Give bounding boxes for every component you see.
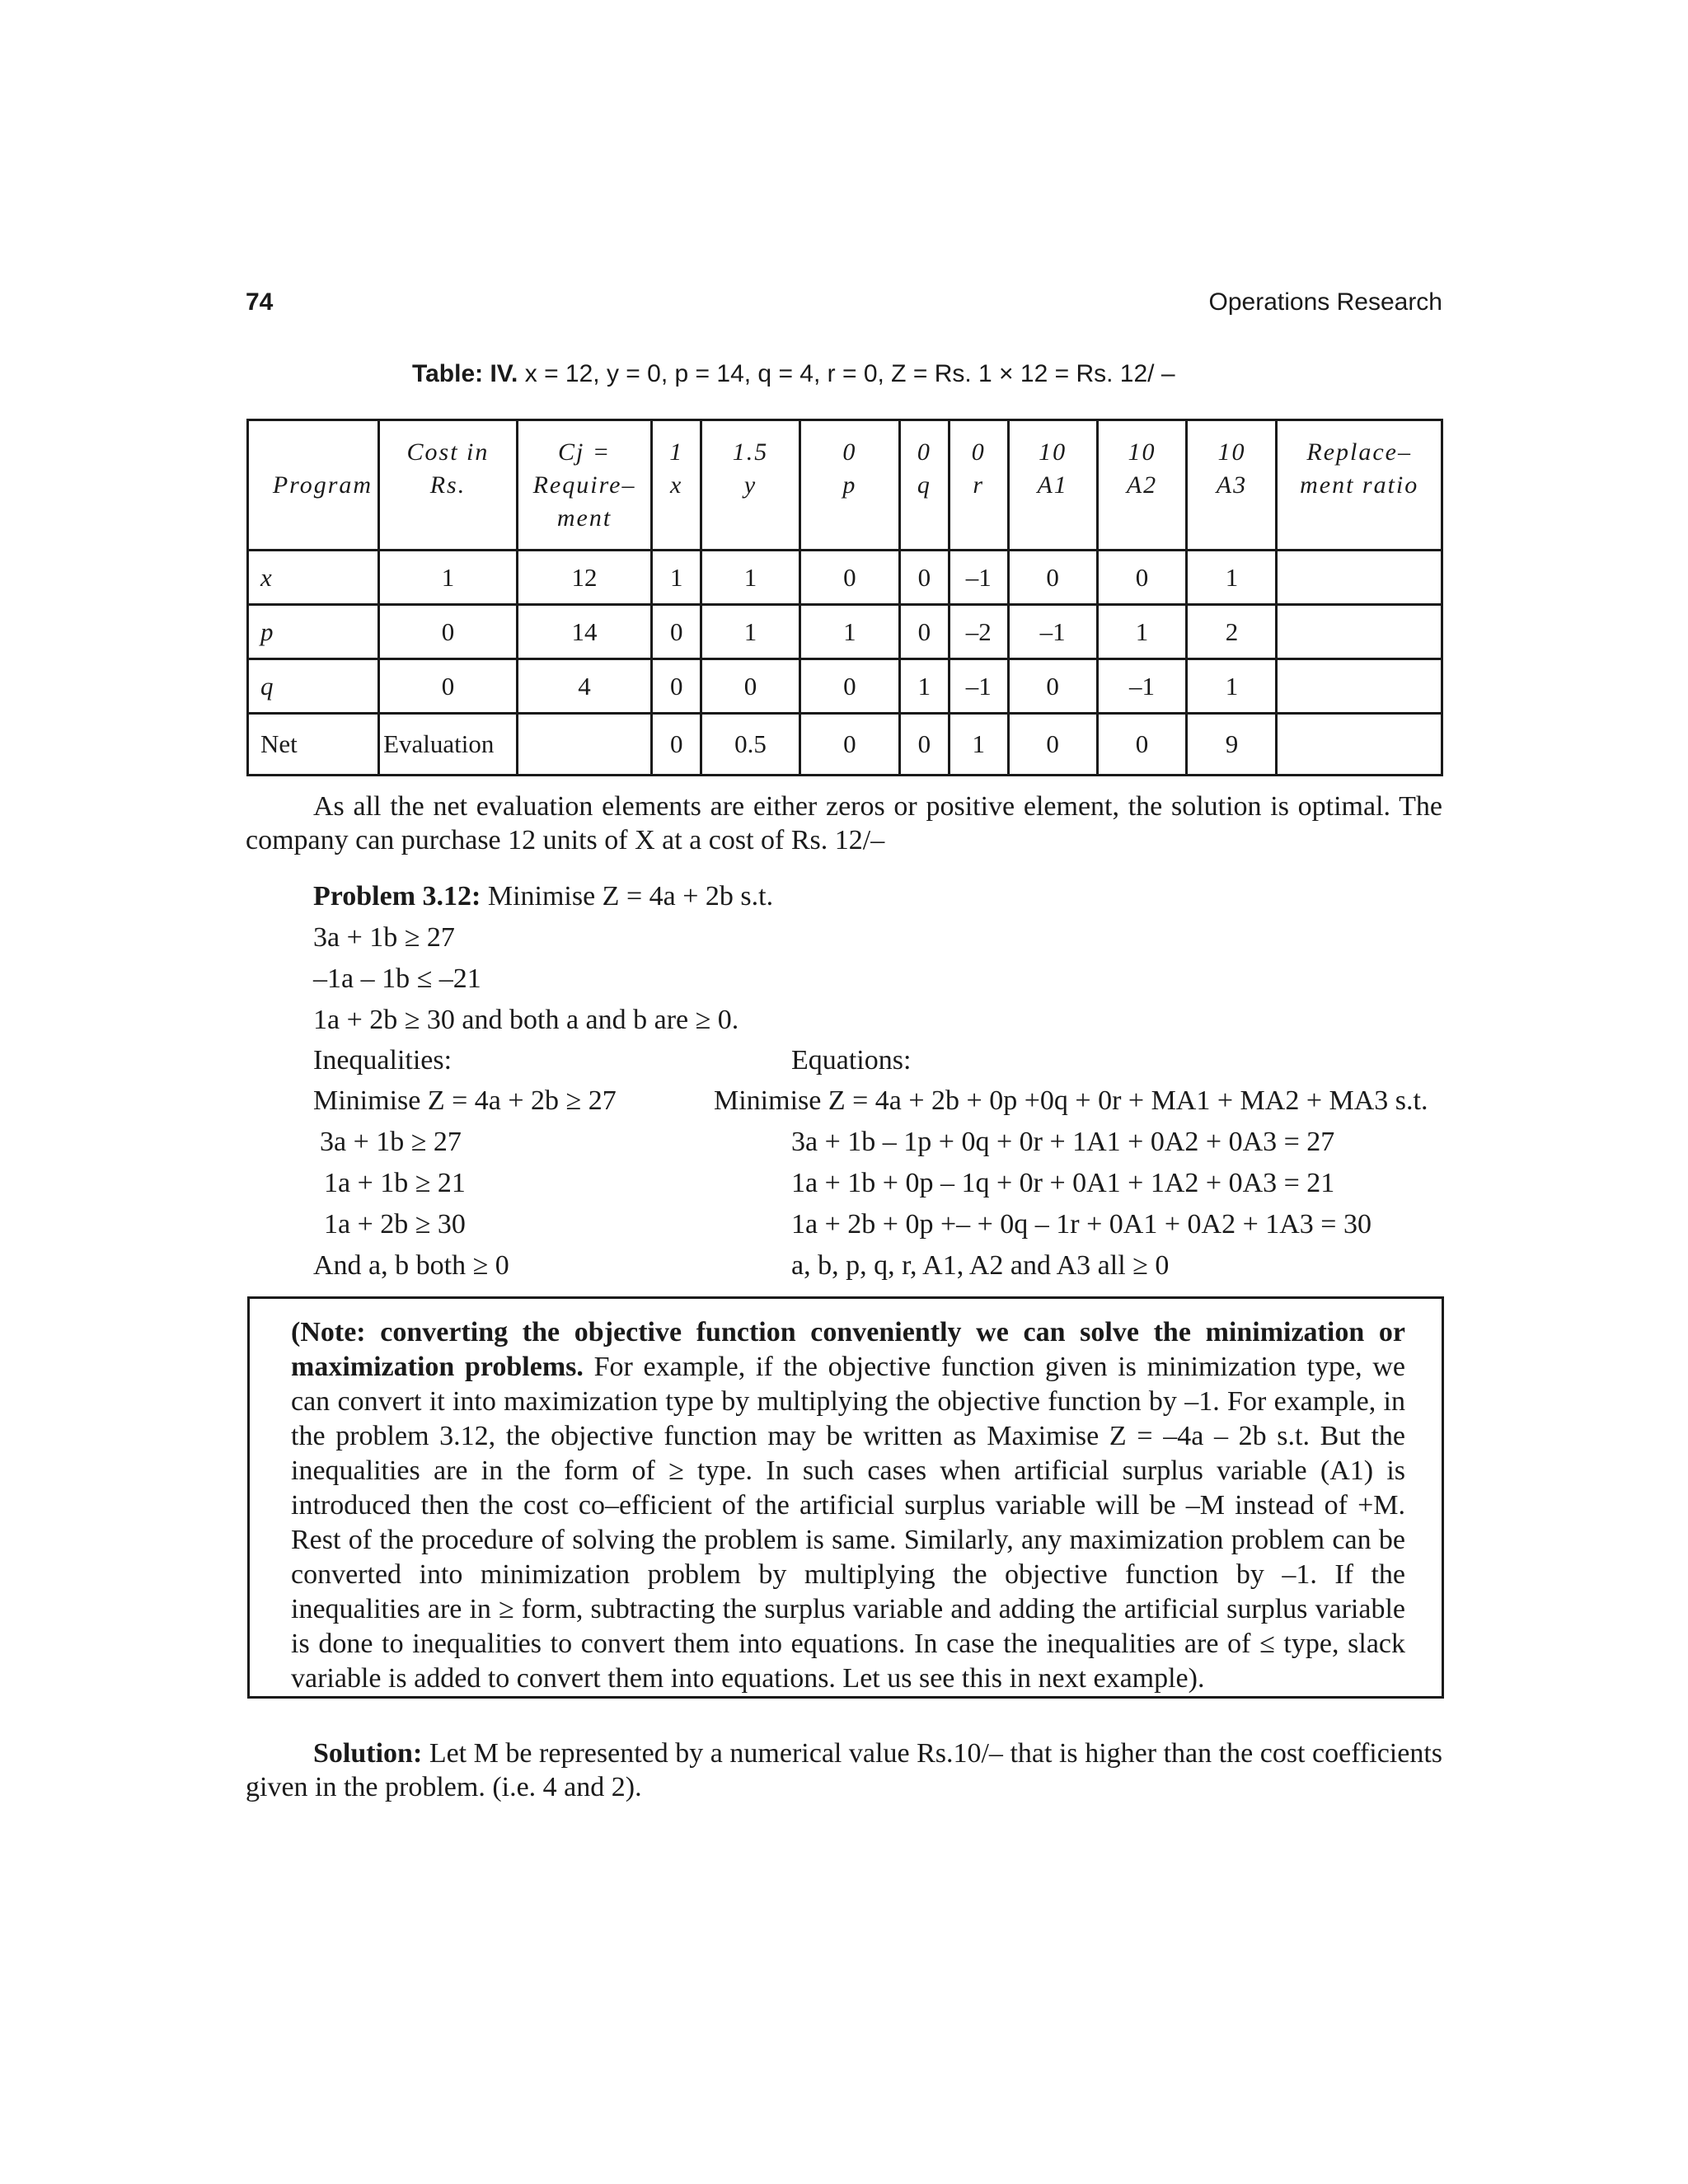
row-program: q <box>248 659 379 714</box>
table-cell: 0 <box>652 605 701 659</box>
row-ratio <box>1277 605 1442 659</box>
inequalities-title: Inequalities: <box>313 1045 452 1076</box>
header-ratio-line1: Replace– <box>1306 438 1412 466</box>
table-cell: 1 <box>652 551 701 605</box>
problem-label: Problem 3.12: <box>313 881 481 912</box>
table-cell: –1 <box>949 551 1008 605</box>
inequality-3: 1a + 1b ≥ 21 <box>324 1168 466 1198</box>
table-cell: –1 <box>949 659 1008 714</box>
table-cell: 1 <box>701 605 800 659</box>
row-ratio <box>1277 659 1442 714</box>
table-cell: 9 <box>1187 714 1277 776</box>
table-cell: 0 <box>799 659 899 714</box>
solution-text: Let M be represented by a numerical value Rs.10/– that is higher than the cost coefficients given in the problem. (i.e. 4 and 2). <box>246 1738 1443 1802</box>
constraint-1: 3a + 1b ≥ 27 <box>313 922 455 953</box>
table-cell: 1 <box>799 605 899 659</box>
table-header-row <box>248 420 1442 551</box>
equation-1: Minimise Z = 4a + 2b + 0p +0q + 0r + MA1 + MA2 + MA3 s.t. <box>714 1085 1428 1116</box>
header-col-a1: 10 A1 <box>1008 420 1097 551</box>
table-caption <box>412 360 1175 388</box>
header-col-q: 0 q <box>899 420 949 551</box>
note-bold-lead: (Note: converting the objective function conveniently we can solve the minimization or maximization problems. <box>291 1317 1405 1382</box>
table-cell: 1 <box>1187 551 1277 605</box>
table-cell: 1 <box>1187 659 1277 714</box>
inequality-4: 1a + 2b ≥ 30 <box>324 1209 466 1240</box>
net-label-2: Evaluation <box>379 714 518 776</box>
solution-paragraph <box>246 1736 1442 1804</box>
equation-5: a, b, p, q, r, A1, A2 and A3 all ≥ 0 <box>791 1250 1170 1281</box>
problem-text: Minimise Z = 4a + 2b s.t. <box>487 881 774 912</box>
table-caption-text: x = 12, y = 0, p = 14, q = 4, r = 0, Z = Rs. 1 × 12 = Rs. 12/ – <box>524 360 1175 387</box>
row-program: x <box>248 551 379 605</box>
header-cost <box>379 420 518 551</box>
table-cell: 0 <box>1097 551 1187 605</box>
net-evaluation-row <box>248 714 1442 776</box>
header-ratio-line2: ment ratio <box>1300 471 1419 499</box>
row-cost: 1 <box>379 551 518 605</box>
table-cell: 0 <box>799 714 899 776</box>
header-cj-line3: ment <box>556 504 612 532</box>
header-col-x: 1 x <box>652 420 701 551</box>
table-cell: 0.5 <box>701 714 800 776</box>
row-cost: 0 <box>379 659 518 714</box>
row-cost: 0 <box>379 605 518 659</box>
table-row <box>248 551 1442 605</box>
header-replacement-ratio <box>1277 420 1442 551</box>
running-head: Operations Research <box>1208 288 1442 316</box>
table-cell: 0 <box>1008 659 1097 714</box>
inequality-2: 3a + 1b ≥ 27 <box>320 1127 462 1157</box>
inequality-5: And a, b both ≥ 0 <box>313 1250 509 1281</box>
row-requirement: 14 <box>517 605 651 659</box>
table-cell: 1 <box>701 551 800 605</box>
solution-label: Solution: <box>313 1738 423 1769</box>
row-requirement: 4 <box>517 659 651 714</box>
table-cell: 1 <box>949 714 1008 776</box>
simplex-table <box>246 419 1443 776</box>
equations-title: Equations: <box>791 1045 912 1076</box>
header-cj-line1: Cj = <box>557 438 612 466</box>
problem-statement <box>313 880 773 913</box>
row-program: p <box>248 605 379 659</box>
table-cell: 0 <box>701 659 800 714</box>
table-cell: 0 <box>899 605 949 659</box>
constraint-3: 1a + 2b ≥ 30 and both a and b are ≥ 0. <box>313 1005 739 1035</box>
net-label: Net <box>248 714 379 776</box>
header-col-a3: 10 A3 <box>1187 420 1277 551</box>
equation-2: 3a + 1b – 1p + 0q + 0r + 1A1 + 0A2 + 0A3 = 27 <box>791 1127 1335 1157</box>
row-ratio <box>1277 551 1442 605</box>
table-cell: 0 <box>1008 714 1097 776</box>
net-empty <box>517 714 651 776</box>
table-row <box>248 605 1442 659</box>
inequality-1: Minimise Z = 4a + 2b ≥ 27 <box>313 1085 617 1116</box>
header-program: Program <box>248 420 379 551</box>
table-cell: 0 <box>799 551 899 605</box>
header-requirement <box>517 420 651 551</box>
table-cell: 0 <box>899 714 949 776</box>
note-box <box>247 1296 1444 1699</box>
page-number: 74 <box>246 288 274 316</box>
table-cell: 0 <box>652 659 701 714</box>
table-caption-label: Table: IV. <box>412 360 518 387</box>
table-cell: –1 <box>1097 659 1187 714</box>
table-cell: 0 <box>899 551 949 605</box>
note-body: For example, if the objective function given is minimization type, we can convert it into maximization type by multiplying the objective function by –1. For example, in the problem 3.12, the objective function may be written as Maximise Z = –4a – 2b s.t. But the inequalities are in the form of ≥ type. In such cases when artificial surplus variable (A1) is introduced then the cost co–efficient of the artificial surplus variable will be –M instead of +M. Rest of the procedure of solving the problem is same. Similarly, any maximization problem can be converted into minimization problem by multiplying the objective function by –1. If the inequalities are in ≥ form, subtracting the surplus variable and adding the artificial surplus variable is done to inequalities to convert them into equations. In case the inequalities are of ≤ type, slack variable is added to convert them into equations. Let us see this in next example). <box>291 1352 1406 1694</box>
header-cost-line1: Cost in <box>406 438 490 466</box>
header-col-y: 1.5 y <box>701 420 800 551</box>
table-cell: 2 <box>1187 605 1277 659</box>
table-cell: 0 <box>652 714 701 776</box>
table-cell: 0 <box>1008 551 1097 605</box>
note-text <box>291 1315 1405 1696</box>
table-cell: 1 <box>899 659 949 714</box>
equation-4: 1a + 2b + 0p +– + 0q – 1r + 0A1 + 0A2 + 1A3 = 30 <box>791 1209 1372 1240</box>
table-row <box>248 659 1442 714</box>
conclusion-paragraph: As all the net evaluation elements are either zeros or positive element, the solution is optimal. The company can purchase 12 units of X at a cost of Rs. 12/– <box>246 791 1442 855</box>
table-cell: –2 <box>949 605 1008 659</box>
header-col-r: 0 r <box>949 420 1008 551</box>
table-cell: –1 <box>1008 605 1097 659</box>
header-col-p: 0 p <box>799 420 899 551</box>
constraint-2: –1a – 1b ≤ –21 <box>313 963 481 994</box>
row-requirement: 12 <box>517 551 651 605</box>
header-col-a2: 10 A2 <box>1097 420 1187 551</box>
header-cj-line2: Require– <box>532 471 636 499</box>
equation-3: 1a + 1b + 0p – 1q + 0r + 0A1 + 1A2 + 0A3 = 21 <box>791 1168 1335 1198</box>
header-cost-line2: Rs. <box>429 471 467 499</box>
net-ratio-empty <box>1277 714 1442 776</box>
table-cell: 1 <box>1097 605 1187 659</box>
table-cell: 0 <box>1097 714 1187 776</box>
